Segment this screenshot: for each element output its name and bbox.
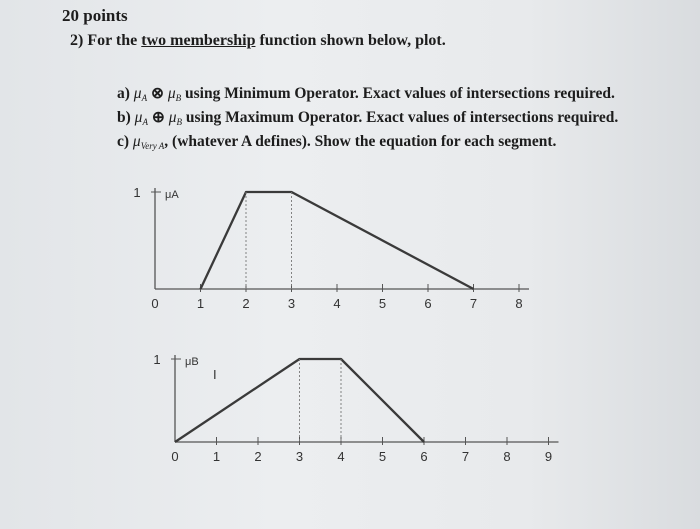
chart1-x-tick-label-2: 2 xyxy=(242,296,250,311)
item-b-sub-b: B xyxy=(176,117,182,127)
item-b-marker: b) xyxy=(117,109,131,126)
item-a-operator: ⊗ xyxy=(150,85,164,102)
chart1-x-tick-label-1: 1 xyxy=(196,296,205,311)
chart2-series-0-label: μB xyxy=(185,356,199,368)
item-b-text: using Maximum Operator. Exact values of intersections required. xyxy=(185,109,619,126)
item-a-mu-b: μ xyxy=(167,85,176,102)
chart2-x-tick-label-2: 2 xyxy=(254,449,262,464)
chart2-x-tick-label-7: 7 xyxy=(461,449,470,464)
chart2-x-tick-label-0: 0 xyxy=(171,449,179,464)
item-c-marker: c) xyxy=(117,133,130,150)
item-c-text: , (whatever A defines). Show the equation for each segment. xyxy=(164,133,557,150)
chart1-x-tick-label-8: 8 xyxy=(515,296,523,311)
chart1-x-tick-label-3: 3 xyxy=(287,296,296,311)
chart2-x-tick-label-8: 8 xyxy=(503,449,511,464)
chart2-annotation-0: I xyxy=(213,367,217,382)
chart1-x-tick-label-0: 0 xyxy=(151,296,159,311)
chart2-x-tick-label-1: 1 xyxy=(212,449,221,464)
chart1-series-0-label: μA xyxy=(165,189,179,201)
item-c-mu: μ xyxy=(132,133,141,150)
item-b-mu-a: μ xyxy=(134,109,143,126)
chart1-x-tick-label-5: 5 xyxy=(378,296,387,311)
item-c-sub: Very A xyxy=(140,141,165,151)
chart1-x-tick-label-7: 7 xyxy=(469,296,478,311)
chart2-x-tick-label-6: 6 xyxy=(420,449,428,464)
chart1-y-tick-label-1: 1 xyxy=(133,185,141,200)
problem-underlined: two membership xyxy=(141,32,256,49)
item-a-sub-a: A xyxy=(141,93,148,103)
chart2-y-tick-label-1: 1 xyxy=(153,352,161,367)
points-label: 20 points xyxy=(62,6,128,25)
item-a-marker: a) xyxy=(117,85,130,102)
chart2-x-tick-label-3: 3 xyxy=(295,449,304,464)
chart2-x-tick-label-5: 5 xyxy=(378,449,387,464)
item-a-mu-a: μ xyxy=(133,85,142,102)
item-b-mu-b: μ xyxy=(168,109,177,126)
item-a-sub-b: B xyxy=(175,93,182,103)
chart2-x-tick-label-9: 9 xyxy=(544,449,553,464)
problem-prefix: 2) For the xyxy=(70,32,142,49)
chart1-x-tick-label-4: 4 xyxy=(333,296,341,311)
problem-suffix: function shown below, plot. xyxy=(255,32,446,49)
item-a-text: using Minimum Operator. Exact values of intersections required. xyxy=(184,85,615,102)
chart1-x-tick-label-6: 6 xyxy=(424,296,432,311)
item-b-operator: ⊕ xyxy=(151,109,165,126)
item-b-sub-a: A xyxy=(142,117,148,127)
chart1-series-0-line xyxy=(201,192,474,289)
chart2-x-tick-label-4: 4 xyxy=(337,449,345,464)
